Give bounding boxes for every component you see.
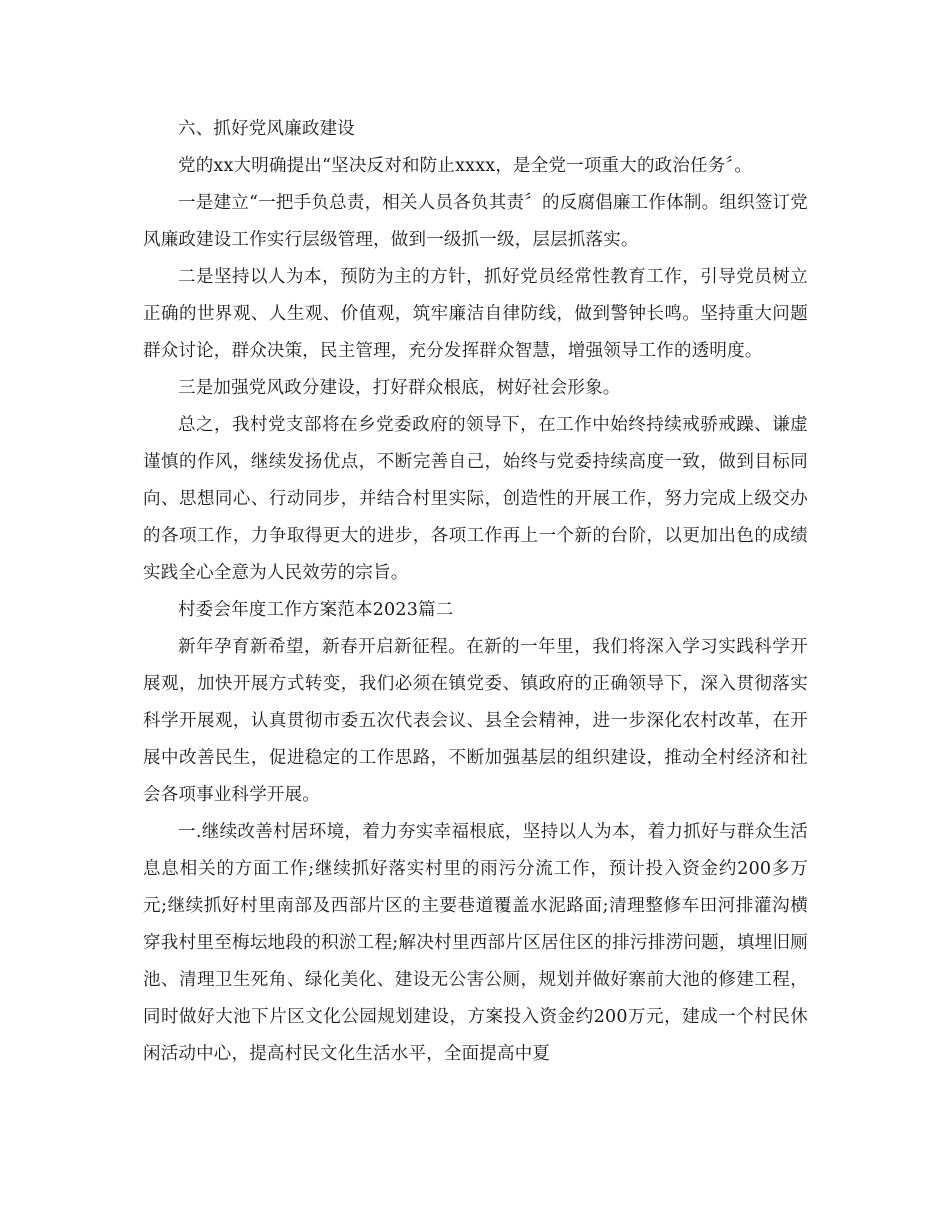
paragraph: 一是建立“一把手负总责，相关人员各负其责〞的反腐倡廉工作体制。组织签订党风廉政建设工作实行层级管理，做到一级抓一级，层层抓落实。 [143, 193, 808, 250]
section-heading: 村委会年度工作方案范本2023篇二 [178, 600, 454, 620]
paragraph: 总之，我村党支部将在乡党委政府的领导下，在工作中始终持续戒骄戒躁、谦虚谨慎的作风，继续发扬优点，不断完善自己，始终与党委持续高度一致，做到目标同向、思想同心、行动同步，并结合村里实际，创造性的开展工作，努力完成上级交办的各项工作，力争取得更大的进步，各项工作再上一个新的台阶，以更加出色的成绩实践全心全意为人民效劳的宗旨。 [143, 415, 808, 583]
paragraph: 二是坚持以人为本，预防为主的方针，抓好党员经常性教育工作，引导党员树立正确的世界观、人生观、价值观，筑牢廉洁自律防线，做到警钟长鸣。坚持重大问题群众讨论，群众决策，民主管理，充分发挥群众智慧，增强领导工作的透明度。 [143, 267, 808, 361]
paragraph: 三是加强党风政分建设，打好群众根底，树好社会形象。 [178, 378, 621, 398]
section-heading: 六、抓好党风廉政建设 [178, 119, 355, 139]
paragraph: 一.继续改善村居环境，着力夯实幸福根底，坚持以人为本，着力抓好与群众生活息息相关的方面工作;继续抓好落实村里的雨污分流工作，预计投入资金约200多万元;继续抓好村里南部及西部片区的主要巷道覆盖水泥路面;清理整修车田河排灌沟横穿我村里至梅坛地段的积淤工程;解决村里西部片区居住区的排污排涝问题，填埋旧厕池、清理卫生死角、绿化美化、建设无公害公厕，规划并做好寨前大池的修建工程，同时做好大池下片区文化公园规划建设，方案投入资金约200万元，建成一个村民休闲活动中心，提高村民文化生活水平，全面提高中夏 [143, 822, 808, 1064]
paragraph: 党的xx大明确提出“坚决反对和防止xxxx，是全党一项重大的政治任务〞。 [178, 156, 753, 176]
document-body [143, 111, 808, 1073]
paragraph: 新年孕育新希望，新春开启新征程。在新的一年里，我们将深入学习实践科学开展观，加快开展方式转变，我们必须在镇党委、镇政府的正确领导下，深入贯彻落实科学开展观，认真贯彻市委五次代表会议、县全会精神，进一步深化农村改革，在开展中改善民生，促进稳定的工作思路，不断加强基层的组织建设，推动全村经济和社会各项事业科学开展。 [143, 637, 808, 805]
